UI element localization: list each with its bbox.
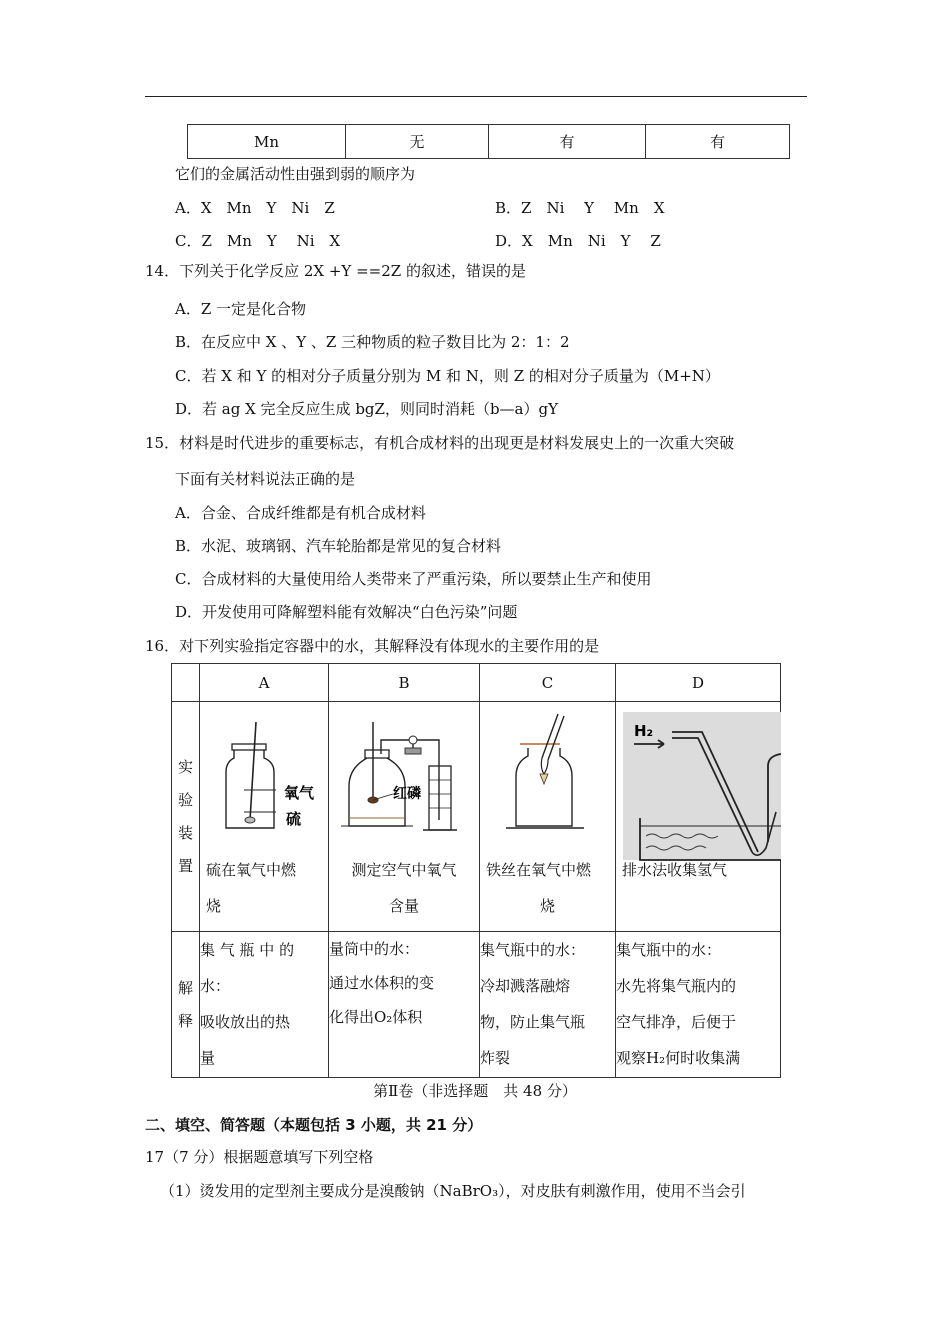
explanation-line: 冷却溅落融熔	[480, 977, 571, 995]
row-label-char: 实	[177, 757, 193, 776]
h2-label: H₂	[634, 722, 654, 740]
apparatus-cell-b	[329, 702, 480, 932]
q15-stem-line1: 15．材料是时代进步的重要标志，有机合成材料的出现更是材料发展史上的一次重大突破	[145, 434, 735, 452]
table-row	[172, 932, 781, 1078]
explanation-line: 观察H₂何时收集满	[616, 1049, 741, 1067]
table-row	[172, 664, 781, 702]
row-label-explanation	[172, 932, 200, 1078]
explanation-line: 量	[200, 1049, 216, 1067]
q14-option-d: D．若 ag X 完全反应生成 bgZ，则同时消耗（b—a）gY	[175, 400, 558, 418]
explanation-line: 物，防止集气瓶	[480, 1013, 586, 1031]
apparatus-cell-d	[616, 702, 781, 932]
explanation-line: 空气排净，后便于	[616, 1013, 737, 1031]
q17-sub1: （1）烫发用的定型剂主要成分是溴酸钠（NaBrO₃），对皮肤有刺激作用，使用不当会引	[160, 1182, 746, 1200]
row-label-char: 装	[177, 823, 193, 842]
q13-option-c: C．Z Mn Y Ni X	[175, 232, 341, 250]
q15-option-b: B．水泥、玻璃钢、汽车轮胎都是常见的复合材料	[175, 537, 502, 555]
q17-stem: 17（7 分）根据题意填写下列空格	[145, 1148, 374, 1166]
explanation-line: 量筒中的水：	[329, 940, 420, 958]
sulfur-combustion-figure	[200, 702, 328, 852]
explanation-line: 通过水体积的变	[329, 974, 435, 992]
q13-option-b: B．Z Ni Y Mn X	[495, 199, 665, 217]
caption-a-line1: 硫在氧气中燃	[206, 861, 297, 879]
explanation-line: 集气瓶中的水：	[616, 941, 722, 959]
q13-stem: 它们的金属活动性由强到弱的顺序为	[175, 165, 416, 183]
q13-option-a: A．X Mn Y Ni Z	[175, 199, 335, 217]
experiment-table	[171, 663, 781, 1078]
explanation-line: 集 气 瓶 中 的	[200, 941, 295, 959]
table-cell: Mn	[188, 125, 346, 159]
apparatus-cell-a	[200, 702, 329, 932]
column-header-a: A	[200, 664, 329, 702]
q13-option-d: D．X Mn Ni Y Z	[495, 232, 661, 250]
q14-stem: 14．下列关于化学反应 2X +Y ==2Z 的叙述，错误的是	[145, 262, 526, 280]
column-header-d: D	[616, 664, 781, 702]
q15-option-a: A．合金、合成纤维都是有机合成材料	[175, 504, 426, 522]
hydrogen-collection-diagram	[616, 702, 781, 862]
oxygen-label: 氧气	[284, 784, 315, 802]
part2-title: 第Ⅱ卷（非选择题 共 48 分）	[373, 1082, 577, 1100]
explanation-cell-b	[329, 932, 480, 1078]
iron-wire-figure	[480, 702, 615, 852]
caption-d-line1: 排水法收集氢气	[622, 861, 728, 879]
row-label-char: 释	[177, 1011, 193, 1030]
red-phosphorus-figure	[329, 702, 479, 852]
explanation-line: 水：	[200, 977, 231, 995]
explanation-cell-d	[616, 932, 781, 1078]
table-cell: 无	[346, 125, 489, 159]
table-corner	[172, 664, 200, 702]
explanation-line: 化得出O₂体积	[329, 1008, 423, 1026]
explanation-cell-a	[200, 932, 329, 1078]
row-label-char: 验	[177, 790, 193, 809]
q14-option-a: A．Z 一定是化合物	[175, 300, 307, 318]
q14-option-b: B．在反应中 X 、Y 、Z 三种物质的粒子数目比为 2：1：2	[175, 333, 570, 351]
q15-option-d: D．开发使用可降解塑料能有效解决“白色污染”问题	[175, 603, 518, 621]
row-label-char: 置	[177, 856, 193, 875]
q15-stem-line2: 下面有关材料说法正确的是	[175, 470, 356, 488]
section2-heading: 二、填空、简答题（本题包括 3 小题，共 21 分）	[145, 1116, 483, 1134]
caption-b-line2: 含量	[388, 897, 419, 915]
explanation-line: 吸收放出的热	[200, 1013, 291, 1031]
metal-reaction-table	[187, 124, 790, 159]
apparatus-cell-c	[480, 702, 616, 932]
column-header-c: C	[480, 664, 616, 702]
q14-option-c: C．若 X 和 Y 的相对分子质量分别为 M 和 N，则 Z 的相对分子质量为（M+N）	[175, 367, 720, 385]
caption-a-line2: 烧	[206, 897, 222, 915]
red-phosphorus-label: 红磷	[393, 786, 421, 802]
table-cell: 有	[646, 125, 790, 159]
explanation-line: 炸裂	[480, 1049, 511, 1067]
sulfur-label: 硫	[286, 810, 302, 828]
hydrogen-collection-figure	[616, 702, 780, 852]
q15-option-c: C．合成材料的大量使用给人类带来了严重污染，所以要禁止生产和使用	[175, 570, 652, 588]
caption-b-line1: 测定空气中氧气	[351, 861, 457, 879]
row-label-char: 解	[177, 978, 193, 997]
q16-stem: 16．对下列实验指定容器中的水，其解释没有体现水的主要作用的是	[145, 637, 600, 655]
iron-wire-diagram	[480, 702, 616, 852]
sulfur-jar-diagram	[200, 702, 329, 852]
caption-c-line1: 铁丝在氧气中燃	[486, 861, 592, 879]
table-row	[188, 125, 790, 159]
red-phosphorus-diagram	[329, 702, 480, 852]
column-header-b: B	[329, 664, 480, 702]
header-rule	[145, 96, 807, 97]
table-cell: 有	[489, 125, 646, 159]
caption-c-line2: 烧	[539, 897, 555, 915]
table-row	[172, 702, 781, 932]
explanation-line: 集气瓶中的水：	[480, 941, 586, 959]
explanation-line: 水先将集气瓶内的	[616, 977, 737, 995]
row-label-apparatus	[172, 702, 200, 932]
explanation-cell-c	[480, 932, 616, 1078]
